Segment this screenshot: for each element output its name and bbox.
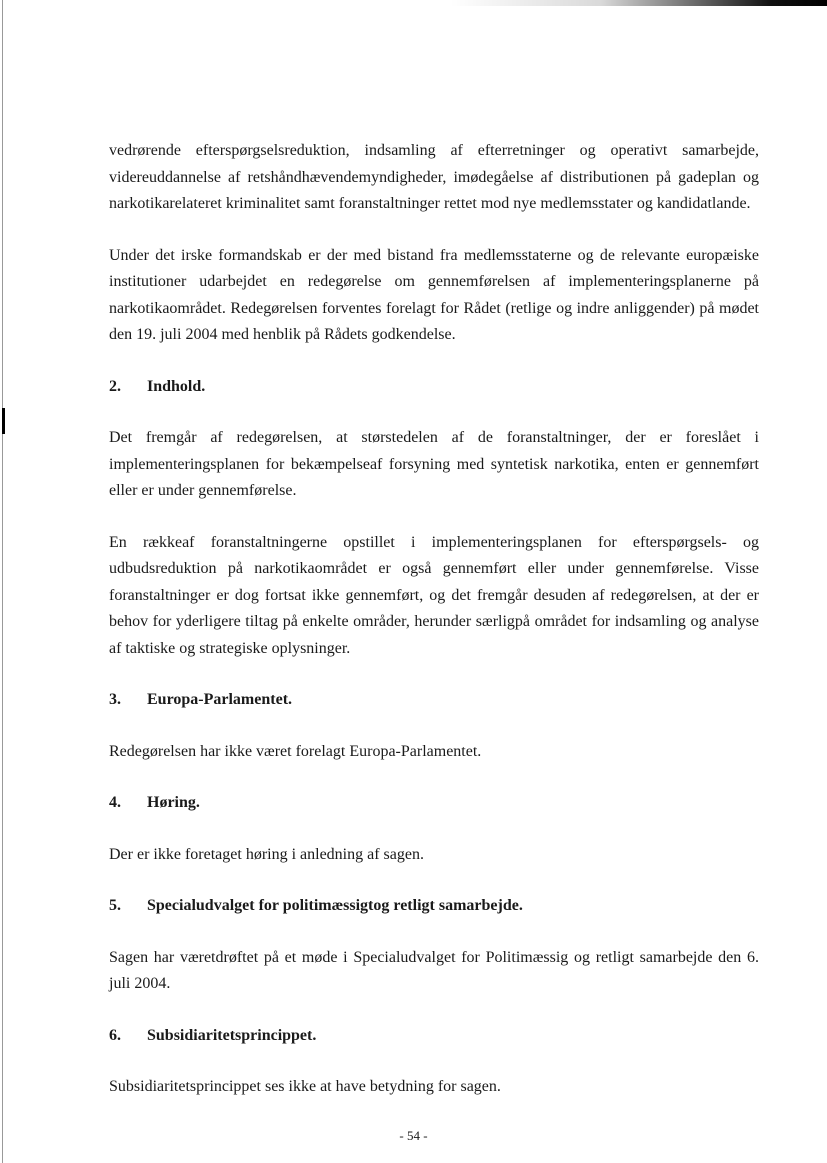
paragraph-indhold-1: Det fremgår af redegørelsen, at størstedelen af de foranstaltninger, der er foreslået i implementeringsplanen for bekæmpelseaf forsyning med syntetisk narkotika, enten er gennemført eller er under gennemførelse. (109, 429, 759, 499)
section-heading-europa-parlamentet (109, 687, 759, 714)
paragraph-intro-2: Under det irske formandskab er der med bistand fra medlemsstaterne og de relevante europæiske institutioner udarbejdet en redegørelse om gennemførelsen af implementeringsplanerne på narkotikaområdet. Redegørelsen forventes forelagt for Rådet (retlige og indre anliggender) på mødet den 19. juli 2004 med henblik på Rådets godkendelse. (109, 246, 759, 343)
section-title: Europa-Parlamentet. (147, 691, 293, 708)
section-heading-horing (109, 790, 759, 817)
paragraph-intro-1: vedrørende efterspørgselsreduktion, indsamling af efterretninger og operativt samarbejde, videreuddannelse af retshåndhævendemyndigheder, imødegåelse af distributionen på gadeplan og narkotikarelateret kriminalitet samt foranstaltninger rettet mod nye medlemsstater og kandidatlande. (109, 142, 759, 212)
section-heading-subsidiaritetsprincippet (109, 1023, 759, 1050)
section-title: Høring. (147, 794, 200, 811)
section-title: Indhold. (147, 377, 206, 395)
paragraph-horing: Der er ikke foretaget høring i anledning af sagen. (109, 845, 424, 863)
section-number: 5. (109, 897, 121, 914)
section-number: 6. (109, 1026, 121, 1044)
paragraph-europa-parlamentet: Redegørelsen har ikke været forelagt Europa-Parlamentet. (109, 742, 482, 760)
page-number: - 54 - (399, 1128, 428, 1143)
document-body (109, 138, 759, 1126)
paragraph-subsidiaritetsprincippet: Subsidiaritetsprincippet ses ikke at have betydning for sagen. (109, 1078, 501, 1095)
section-heading-specialudvalget (109, 893, 759, 920)
section-number: 3. (109, 691, 121, 708)
scan-edge-top (450, 0, 827, 6)
paragraph-indhold-2: En rækkeaf foranstaltningerne opstillet i implementeringsplanen for efterspørgsels- og udbudsreduktion på narkotikaområdet er også gennemført eller under gennemførelse. Visse foranstaltninger er dog fortsat ikke gennemført, og det fremgår desuden af redegørelsen, at der er behov for yderligere tiltag på enkelte områder, herunder særligpå området for indsamling og analyse af taktiske og strategiske oplysninger. (109, 533, 759, 657)
section-heading-indhold (109, 374, 759, 401)
section-title: Specialudvalget for politimæssigtog retligt samarbejde. (147, 897, 523, 914)
paragraph-specialudvalget: Sagen har væretdrøftet på et møde i Specialudvalget for Politimæssig og retligt samarbejde den 6. juli 2004. (109, 948, 759, 992)
section-number: 4. (109, 794, 121, 811)
section-number: 2. (109, 377, 121, 395)
section-title: Subsidiaritetsprincippet. (147, 1026, 317, 1044)
scan-margin-mark (2, 408, 5, 434)
scan-edge-left (2, 0, 3, 1163)
